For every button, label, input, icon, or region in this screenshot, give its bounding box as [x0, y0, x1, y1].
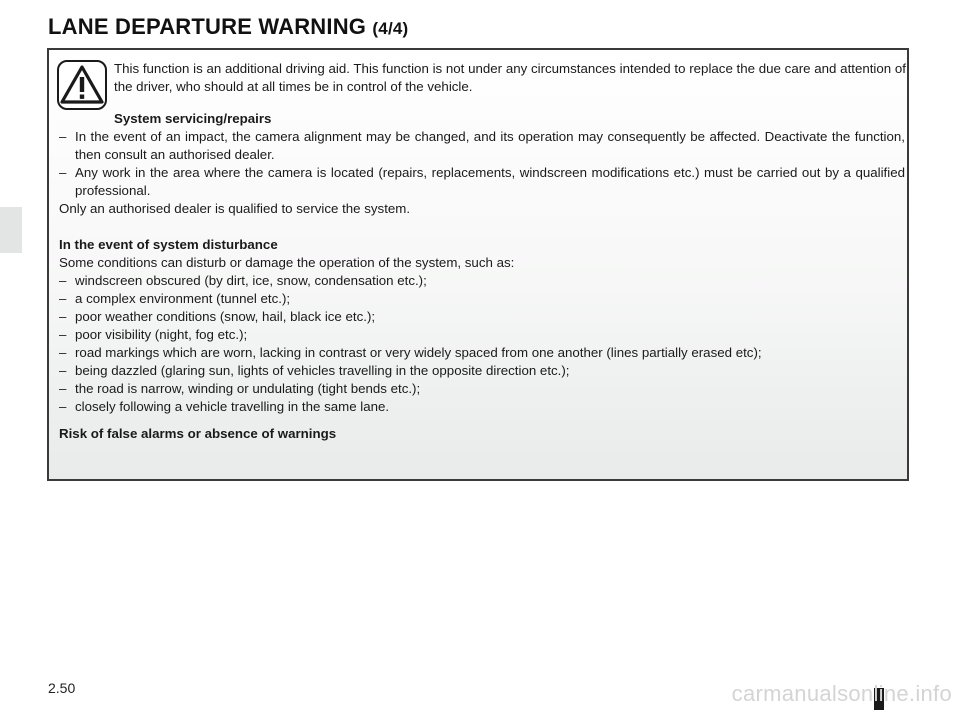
page-title — [48, 14, 408, 40]
watermark-text: carmanualsonline.info — [731, 681, 952, 706]
warning-triangle-icon — [57, 60, 107, 110]
list-item: – the road is narrow, winding or undulating (tight bends etc.); — [59, 381, 421, 396]
list-item: – poor weather conditions (snow, hail, black ice etc.); — [59, 309, 376, 324]
intro-text: This function is an additional driving aid. This function is not under any circumstances intended to replace the due care and attention of the driver, who should at all times be in control of the vehicle. — [114, 61, 906, 94]
list-item: – poor visibility (night, fog etc.); — [59, 327, 248, 342]
servicing-heading: System servicing/repairs — [114, 111, 272, 126]
page-number: 2.50 — [48, 680, 76, 696]
list-item: – closely following a vehicle travelling in the same lane. — [59, 399, 390, 414]
disturbance-heading: In the event of system disturbance — [59, 237, 278, 252]
warning-body — [59, 128, 905, 443]
chapter-side-tab — [0, 207, 22, 253]
list-item: – road markings which are worn, lacking in contrast or very widely spaced from one another (lines partially erased etc); — [59, 345, 762, 360]
warning-box — [47, 48, 909, 481]
servicing-list — [59, 128, 905, 200]
list-item: – In the event of an impact, the camera alignment may be changed, and its operation may consequently be affected. Deactivate the function, then consult an authorised dealer. — [59, 129, 905, 162]
page-title-text: LANE DEPARTURE WARNING — [48, 14, 367, 39]
list-item: – windscreen obscured (by dirt, ice, snow, condensation etc.); — [59, 273, 427, 288]
list-item: – being dazzled (glaring sun, lights of vehicles travelling in the opposite direction etc.); — [59, 363, 570, 378]
disturbance-intro: Some conditions can disturb or damage the operation of the system, such as: — [59, 255, 515, 270]
disturbance-list — [59, 272, 905, 416]
list-item: – a complex environment (tunnel etc.); — [59, 291, 291, 306]
list-item: – Any work in the area where the camera is located (repairs, replacements, windscreen modifications etc.) must be carried out by a qualified professional. — [59, 165, 905, 198]
servicing-note: Only an authorised dealer is qualified to service the system. — [59, 201, 411, 216]
page-title-part: (4/4) — [372, 19, 409, 38]
risk-heading: Risk of false alarms or absence of warnings — [59, 426, 337, 441]
